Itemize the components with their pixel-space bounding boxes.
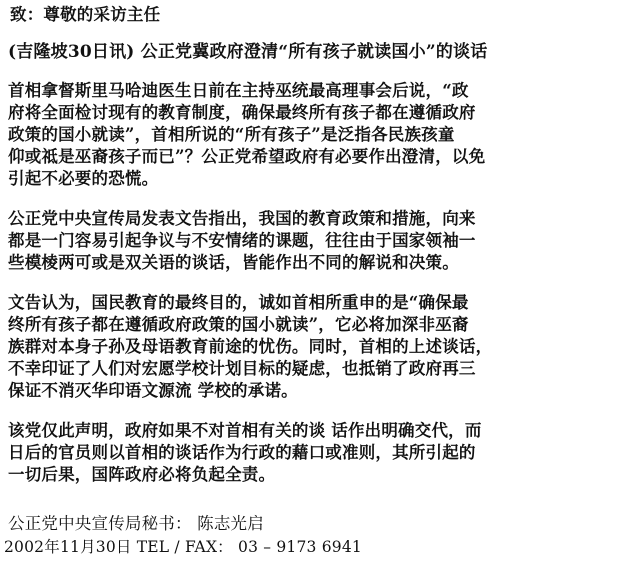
paragraph-line: 些模棱两可或是双关语的谈话，皆能作出不同的解说和决策。 bbox=[8, 253, 459, 272]
paragraph-line: 引起不必要的恐慌。 bbox=[8, 169, 159, 188]
salutation: 致：尊敬的采访主任 bbox=[10, 5, 161, 24]
paragraph-line: 文告认为，国民教育的最终目的，诚如首相所重申的是“确保最 bbox=[8, 293, 469, 312]
paragraph-line: 仰或祗是巫裔孩子而已”？公正党希望政府有必要作出澄清，以免 bbox=[8, 147, 486, 166]
paragraph-line: 保证不消灭华印语文源流 学校的承诺。 bbox=[8, 381, 298, 400]
paragraph-line: 一切后果，国阵政府必将负起全责。 bbox=[8, 465, 276, 484]
paragraph-line: 该党仅此声明，政府如果不对首相有关的谈 话作出明确交代，而 bbox=[8, 421, 482, 440]
paragraph-line: 日后的官员则以首相的谈话作为行政的藉口或准则，其所引起的 bbox=[8, 443, 476, 462]
paragraph-line: 首相拿督斯里马哈迪医生日前在主持巫统最高理事会后说，“政 bbox=[8, 81, 469, 100]
paragraph-line: 府将全面检讨现有的教育制度，确保最终所有孩子都在遵循政府 bbox=[8, 103, 476, 122]
date-contact-line: 2002年11月30日 TEL / FAX： 03 – 9173 6941 bbox=[4, 538, 362, 556]
paragraph-line: 政策的国小就读”，首相所说的“所有孩子”是泛指各民族孩童 bbox=[8, 125, 455, 144]
paragraph-line: 都是一门容易引起争议与不安情绪的课题，往往由于国家领袖一 bbox=[8, 231, 476, 250]
signature-line: 公正党中央宣传局秘书： 陈志光启 bbox=[8, 514, 264, 533]
paragraph-line: 族群对本身子孙及母语教育前途的忧伤。同时，首相的上述谈话， bbox=[8, 337, 493, 356]
paragraph-line: 终所有孩子都在遵循政府政策的国小就读”，它必将加深非巫裔 bbox=[8, 315, 469, 334]
paragraph-line: 不幸印证了人们对宏愿学校计划目标的疑虑，也抵销了政府再三 bbox=[8, 359, 476, 378]
headline: (吉隆坡30日讯) 公正党冀政府澄清“所有孩子就读国小”的谈话 bbox=[8, 42, 488, 62]
paragraph-line: 公正党中央宣传局发表文告指出，我国的教育政策和措施，向来 bbox=[8, 209, 476, 228]
